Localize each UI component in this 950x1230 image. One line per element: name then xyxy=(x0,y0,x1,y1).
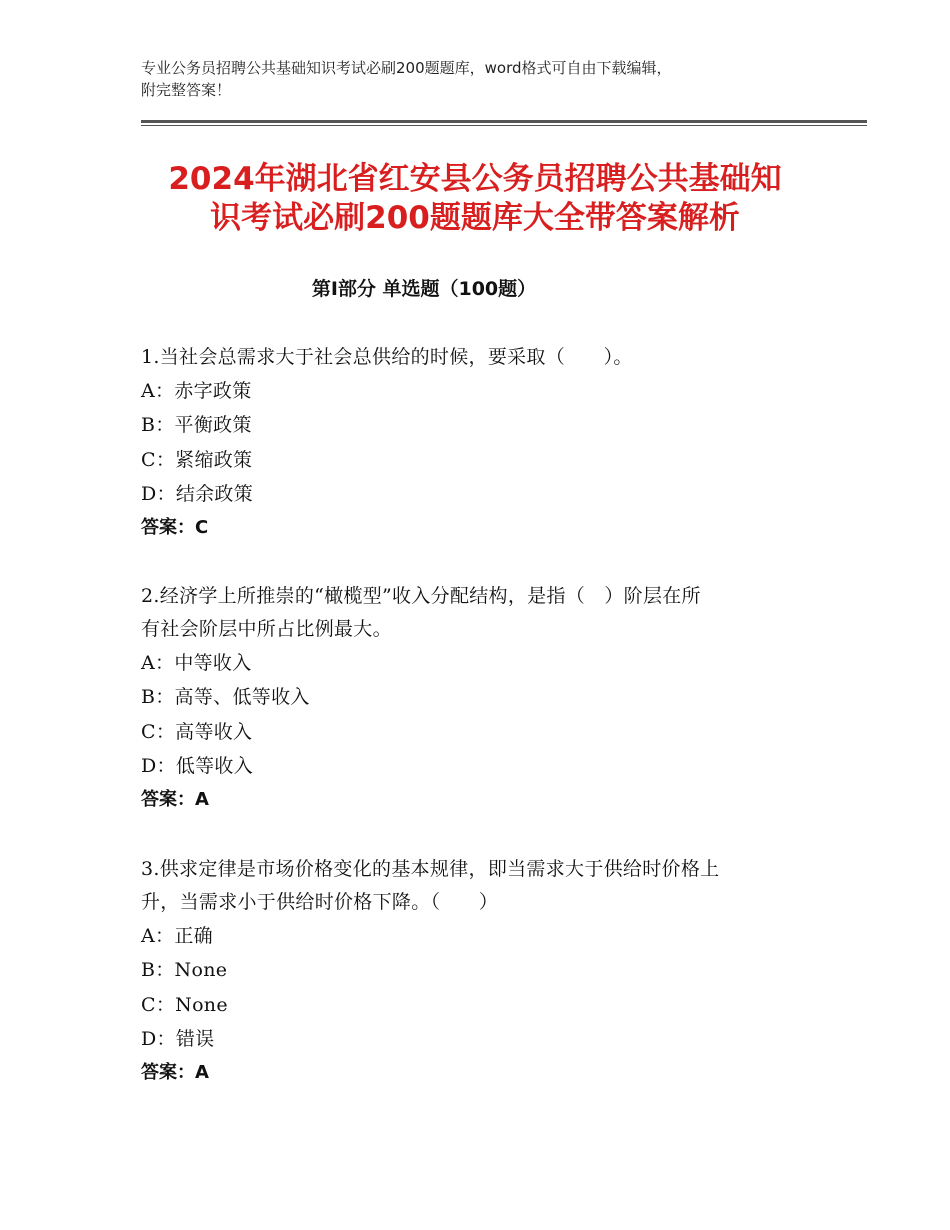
question-stem-line: 3.供求定律是市场价格变化的基本规律，即当需求大于供给时价格上 xyxy=(141,858,720,880)
question-stem-line: 2.经济学上所推崇的“橄榄型”收入分配结构，是指（ ）阶层在所 xyxy=(141,585,701,607)
document-title-line-1: 2024年湖北省红安县公务员招聘公共基础知 xyxy=(168,161,782,197)
header-note xyxy=(141,57,861,101)
option-a: A：正确 xyxy=(141,925,213,947)
option-d: D：结余政策 xyxy=(141,482,254,505)
answer-label: 答案：C xyxy=(141,517,209,539)
option-b: B：None xyxy=(141,959,228,982)
option-b: B：平衡政策 xyxy=(141,414,252,437)
section-title: 第Ⅰ部分 单选题（100题） xyxy=(311,278,537,300)
question-3 xyxy=(141,853,841,1090)
header-divider-thin xyxy=(141,125,867,126)
question-stem-line: 升，当需求小于供给时价格下降。（ ） xyxy=(141,891,499,913)
question-stem-line: 1.当社会总需求大于社会总供给的时候，要采取（ ）。 xyxy=(141,346,633,368)
question-1 xyxy=(141,341,841,545)
answer-label: 答案：A xyxy=(141,789,209,811)
option-d: D：低等收入 xyxy=(141,754,254,777)
header-note-line-2: 附完整答案！ xyxy=(141,81,232,99)
option-c: C：紧缩政策 xyxy=(141,448,253,471)
option-c: C：高等收入 xyxy=(141,720,253,743)
question-stem-line: 有社会阶层中所占比例最大。 xyxy=(141,618,392,640)
answer-label: 答案：A xyxy=(141,1062,209,1084)
header-note-line-1: 专业公务员招聘公共基础知识考试必刷200题题库，word格式可自由下载编辑， xyxy=(141,59,672,77)
option-d: D：错误 xyxy=(141,1027,215,1050)
header-divider-thick xyxy=(141,120,867,123)
option-a: A：赤字政策 xyxy=(141,380,252,402)
document-title xyxy=(120,160,830,238)
document-title-line-2: 识考试必刷200题题库大全带答案解析 xyxy=(210,200,740,236)
question-2 xyxy=(141,580,841,817)
option-a: A：中等收入 xyxy=(141,652,252,674)
option-b: B：高等、低等收入 xyxy=(141,686,310,709)
option-c: C：None xyxy=(141,993,228,1016)
